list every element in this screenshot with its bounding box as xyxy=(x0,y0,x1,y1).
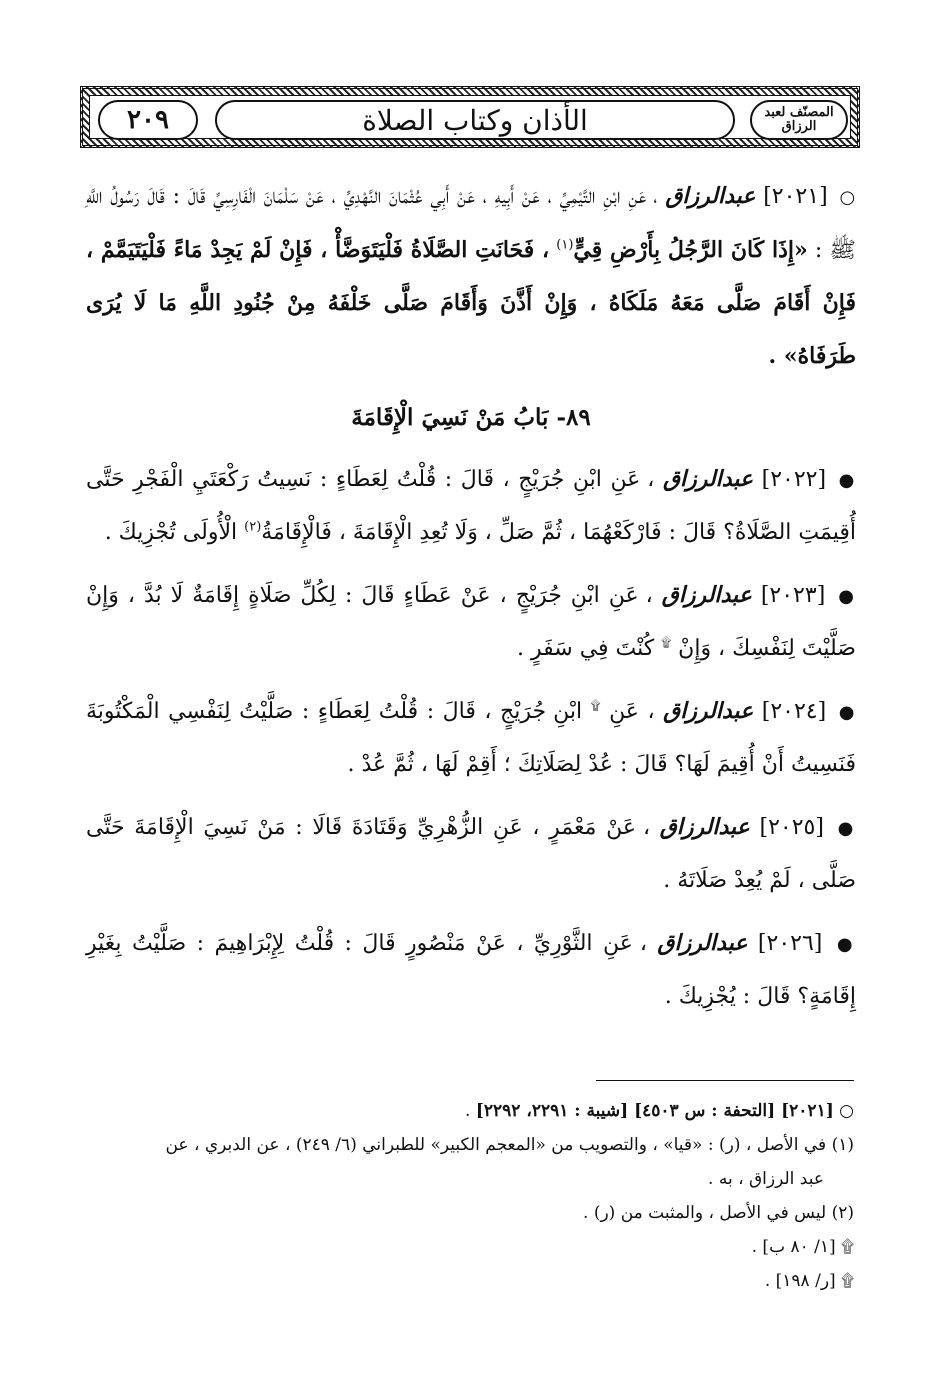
hadith-text: ، عَنْ مَعْمَرٍ ، عَنِ الزُّهْرِيِّ وَقَتَادَةَ قَالَا : مَنْ نَسِيَ الْإِقَامَةَ حَتَّى صَلَّى ، لَمْ يُعِدْ صَلَاتَهُ . xyxy=(86,815,856,893)
folio-note-1: ۩ [١/ ٨٠ ب] . xyxy=(751,1237,854,1257)
page-number-cartouche xyxy=(98,100,198,140)
author-name: عبدالرزاق xyxy=(661,582,752,608)
main-text xyxy=(86,170,856,1033)
filled-circle-marker: ● xyxy=(837,818,856,839)
hadith-number: [٢٠٢٣] xyxy=(760,583,826,608)
running-title-cartouche xyxy=(215,100,735,140)
author-name: عبدالرزاق xyxy=(662,466,754,492)
cross-reference-end: . xyxy=(465,1101,471,1121)
filled-circle-marker: ● xyxy=(836,934,856,955)
footnote-1: (١) في الأصل ، (ر) : «قيا» ، والتصويب من «المعجم الكبير» للطبراني (٦/ ٢٤٩) ، عن الدبري ، عن xyxy=(165,1135,854,1155)
author-name: عبدالرزاق xyxy=(665,183,756,209)
author-name: عبدالرزاق xyxy=(657,930,748,956)
hadith-text-continued: كُنْتَ فِي سَفَرٍ . xyxy=(517,636,655,661)
footnote-ref-2: (٢) xyxy=(244,519,262,535)
author-name: عبدالرزاق xyxy=(663,698,754,724)
book-title: المصنّف لعبد الرزاق xyxy=(764,105,834,134)
book-title-cartouche xyxy=(750,100,848,140)
footnote-2: (٢) ليس في الأصل ، والمثبت من (ر) . xyxy=(583,1203,854,1223)
footnote-ref-1: (١) xyxy=(556,237,574,253)
footnotes xyxy=(86,1094,854,1298)
hadith-2024 xyxy=(86,685,856,791)
filled-circle-marker: ● xyxy=(838,470,856,491)
hadith-2023 xyxy=(86,569,856,675)
hadith-2021 xyxy=(86,170,856,383)
open-circle-marker: ○ xyxy=(839,187,856,208)
hadith-number: [٢٠٢٦] xyxy=(757,931,823,956)
filled-circle-marker: ● xyxy=(838,586,856,607)
hadith-text: ، عَنِ xyxy=(609,699,655,724)
hadith-text: ، عَنِ الثَّوْرِيِّ ، عَنْ مَنْصُورٍ قَالَ : قُلْتُ لِإِبْرَاهِيمَ : صَلَّيْتُ بِغَيْرِ إِقَامَةٍ؟ قَالَ : يُجْزِيكَ . xyxy=(86,931,856,1009)
hadith-2025 xyxy=(86,801,856,907)
matn-text: «إِذَا كَانَ الرَّجُلُ بِأَرْضِ قِيٍّ xyxy=(573,237,808,263)
hadith-text: ، عَنِ ابْنِ جُرَيْجٍ ، قَالَ : قُلْتُ لِعَطَاءٍ : نَسِيتُ رَكْعَتَيِ الْفَجْرِ حَتَّى أُقِيمَتِ الصَّلَاةُ؟ قَالَ : فَارْكَعْهُمَا ، ثُمَّ صَلِّ ، وَلَا تُعِدِ الْإِقَامَةَ ، فَالْإِقَامَةُ xyxy=(86,467,856,545)
folio-mark-icon: ۩ xyxy=(590,698,601,714)
hadith-number: [٢٠٢٥] xyxy=(759,815,824,840)
footnote-separator xyxy=(596,1080,854,1081)
running-title: الأذان وكتاب الصلاة xyxy=(362,103,588,137)
author-name: عبدالرزاق xyxy=(659,814,750,840)
hadith-2026 xyxy=(86,917,856,1023)
folio-note-2: ۩ [ر/ ١٩٨] . xyxy=(764,1271,854,1291)
hadith-text-continued: الْأُولَى تُجْزِيكَ . xyxy=(104,520,238,545)
hadith-number: [٢٠٢٢] xyxy=(761,467,827,492)
header-inner-frame xyxy=(89,95,851,139)
hadith-text: ، عَنِ ابْنِ جُرَيْجٍ ، عَنْ عَطَاءٍ قَالَ : لِكُلِّ صَلَاةٍ إِقَامَةٌ لَا بُدَّ ، وَإِنْ صَلَّيْتَ لِنَفْسِكَ ، وَإِنْ xyxy=(86,583,856,661)
footnote-reference-line xyxy=(86,1094,854,1128)
open-circle-marker: ○ xyxy=(839,1101,854,1121)
hadith-number: [٢٠٢١] xyxy=(763,184,828,209)
filled-circle-marker: ● xyxy=(838,702,857,723)
chapter-heading: ٨٩- بَابُ مَنْ نَسِيَ الْإِقَامَةَ xyxy=(351,404,591,431)
matn-text-continued: ، فَحَانَتِ الصَّلَاةُ فَلْيَتَوَضَّأْ ، فَإِنْ لَمْ يَجِدْ مَاءً فَلْيَتَيَمَّمْ ، فَإِنْ أَقَامَ صَلَّى مَعَهُ مَلَكَاهُ ، وَإِنْ أَذَّنَ وَأَقَامَ صَلَّى خَلْفَهُ مِنْ جُنُودِ اللَّهِ مَا لَا يُرَى طَرَفَاهُ» . xyxy=(86,237,856,369)
cross-reference: [٢٠٢١] [التحفة : س ٤٥٠٣] [شيبة : ٢٢٩١، ٢٢٩٢] xyxy=(475,1101,834,1121)
isnad-text: ، عَنِ ابْنِ التَّيْمِيِّ ، عَنْ أَبِيهِ ، عَنْ أَبِي عُثْمَانَ النَّهْدِيِّ ، عَنْ سَلْمَانَ الْفَارِسِيِّ قَالَ : قَالَ رَسُولُ اللَّهِ ﷺ : xyxy=(86,184,857,263)
hadith-number: [٢٠٢٤] xyxy=(761,699,827,724)
folio-mark-icon: ۩ xyxy=(661,635,672,651)
footnote-1-continued: عبد الرزاق ، به . xyxy=(708,1169,824,1189)
hadith-2022 xyxy=(86,453,856,559)
page-number: ٢٠٩ xyxy=(127,105,169,135)
hadith-text-continued: ابْنِ جُرَيْجٍ ، قَالَ : قُلْتُ لِعَطَاءٍ : صَلَّيْتُ لِنَفْسِي الْمَكْتُوبَةَ فَنَسِيتُ أَنْ أُقِيمَ لَهَا؟ قَالَ : عُدْ لِصَلَاتِكَ ؛ أَقِمْ لَهَا ، ثُمَّ عُدْ . xyxy=(86,699,856,777)
page-header xyxy=(80,86,860,148)
